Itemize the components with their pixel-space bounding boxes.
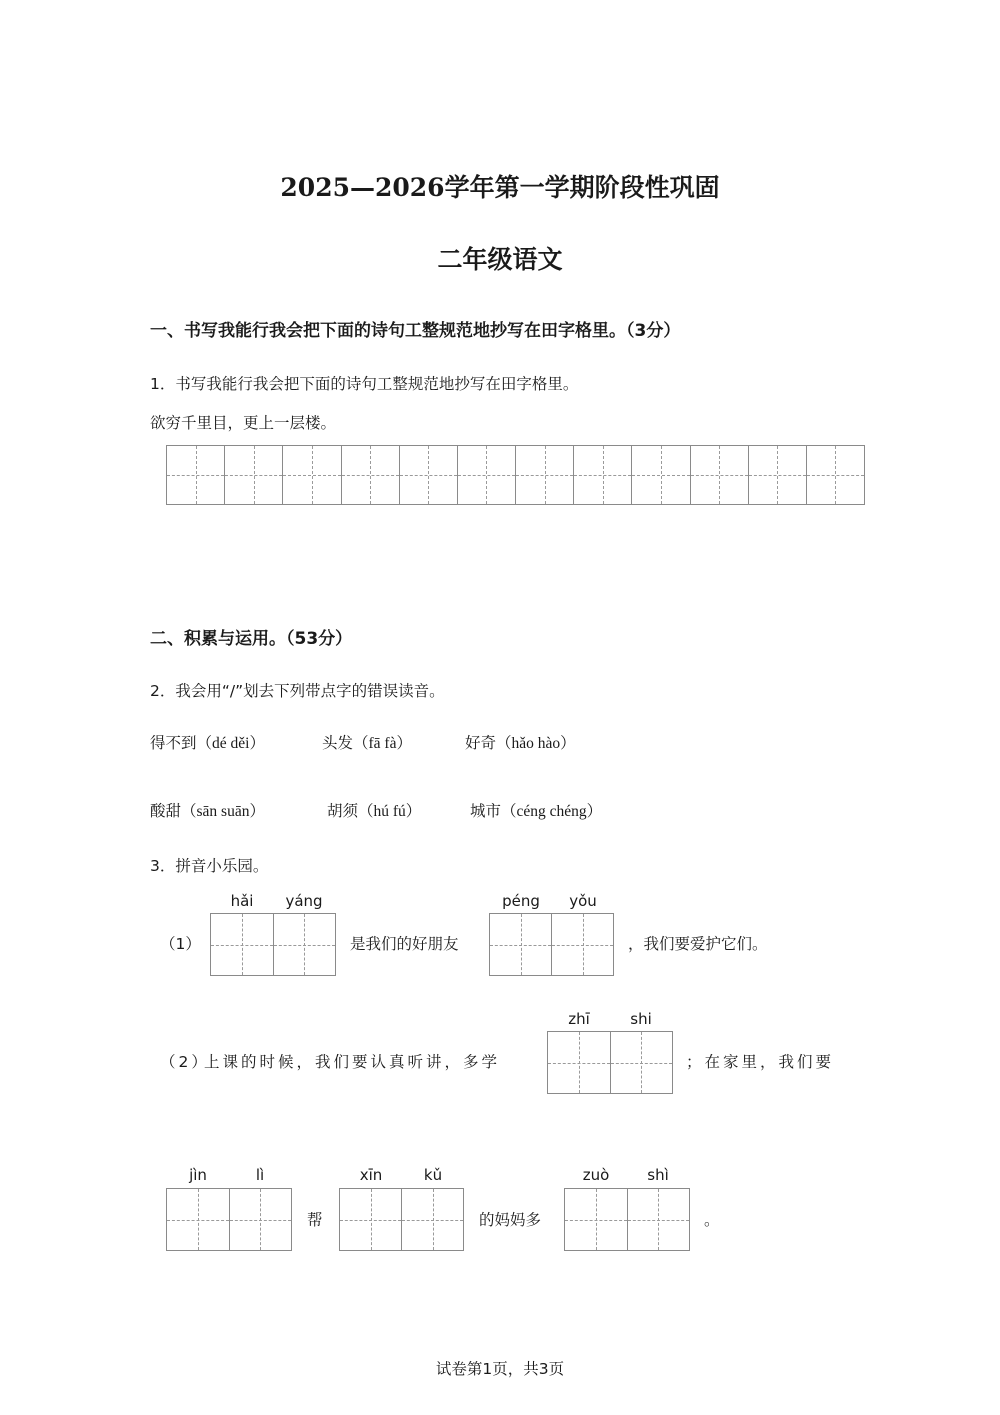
tianzige-cell[interactable] [167,1189,230,1250]
q3-sub2-text-after: ；在家里，我们要 [686,1053,835,1071]
tianzige-cell[interactable] [807,446,864,504]
tianzige-grid-zuoshi[interactable] [564,1188,690,1251]
q2-item [470,799,602,821]
tianzige-grid-zhishi[interactable] [547,1031,673,1094]
q2-word: 城市 [470,802,502,820]
page-number: 试卷第1页，共3页 [435,1360,565,1378]
q2-options[interactable]: （fā fà） [353,735,412,752]
tianzige-cell[interactable] [749,446,807,504]
q3-sub1-text-mid: 是我们的好朋友 [350,935,459,953]
q3-prompt: 3．拼音小乐园。 [150,857,269,875]
tianzige-cell[interactable] [230,1189,292,1250]
pinyin-label: kǔ [423,1166,443,1184]
tianzige-cell[interactable] [628,1189,690,1250]
tianzige-cell[interactable] [516,446,574,504]
tianzige-cell[interactable] [225,446,283,504]
q3-sub1-label: （1） [160,935,201,953]
exam-title: 2025—2026学年第一学期阶段性巩固 [280,173,720,202]
q2-options[interactable]: （céng chéng） [501,803,603,820]
pinyin-label: shi [630,1010,652,1028]
q2-item [150,731,265,753]
q3-sub2-text-c: 的妈妈多 [479,1211,542,1229]
q2-item [322,731,412,753]
pinyin-label: jìn [189,1166,207,1184]
q1-poem: 欲穷千里目，更上一层楼。 [150,414,337,432]
pinyin-label: péng [502,892,540,910]
section2-heading: 二、积累与运用。（53分） [150,629,353,649]
tianzige-cell[interactable] [691,446,749,504]
tianzige-grid-pengyou[interactable] [489,913,614,976]
tianzige-cell[interactable] [611,1032,673,1093]
q2-word: 好奇 [465,734,497,752]
pinyin-label: xīn [359,1166,383,1184]
exam-subtitle: 二年级语文 [437,245,563,274]
tianzige-grid-q1[interactable] [166,445,865,505]
q3-sub2-text-b: 帮 [307,1211,323,1229]
q3-sub2-text-start: 上课的时候，我们要认真听讲，多学 [204,1053,501,1071]
q2-item [327,799,421,821]
q2-word: 酸甜 [150,802,182,820]
q3-sub1-text-end: ，我们要爱护它们。 [628,935,768,953]
q2-word: 头发 [322,734,354,752]
q2-options[interactable]: （dé děi） [196,735,265,752]
pinyin-label: yáng [285,892,323,910]
tianzige-grid-xinku[interactable] [339,1188,464,1251]
pinyin-label: shì [647,1166,669,1184]
pinyin-label: zhī [568,1010,590,1028]
pinyin-label: lì [255,1166,265,1184]
tianzige-cell[interactable] [632,446,690,504]
tianzige-grid-haiyang[interactable] [210,913,336,976]
tianzige-cell[interactable] [402,1189,463,1250]
pinyin-label: yǒu [569,892,597,910]
tianzige-cell[interactable] [340,1189,402,1250]
pinyin-label: hǎi [230,892,254,910]
tianzige-cell[interactable] [342,446,400,504]
tianzige-grid-jinli[interactable] [166,1188,292,1251]
q2-word: 胡须 [327,802,359,820]
q2-options[interactable]: （hǎo hào） [496,735,576,752]
tianzige-cell[interactable] [490,914,552,975]
tianzige-cell[interactable] [552,914,613,975]
tianzige-cell[interactable] [211,914,274,975]
q3-sub2-text-end: 。 [704,1211,720,1229]
tianzige-cell[interactable] [565,1189,628,1250]
q1-prompt: 1．书写我能行我会把下面的诗句工整规范地抄写在田字格里。 [150,375,579,393]
tianzige-cell[interactable] [274,914,336,975]
tianzige-cell[interactable] [283,446,341,504]
q2-item [150,799,265,821]
tianzige-cell[interactable] [574,446,632,504]
tianzige-cell[interactable] [400,446,458,504]
pinyin-label: zuò [582,1166,610,1184]
tianzige-cell[interactable] [548,1032,611,1093]
q2-prompt: 2．我会用“/”划去下列带点字的错误读音。 [150,682,445,700]
section1-heading: 一、书写我能行我会把下面的诗句工整规范地抄写在田字格里。（3分） [150,321,681,341]
q2-item [465,731,576,753]
q2-options[interactable]: （sān suān） [181,803,265,820]
q2-word: 得不到 [150,734,197,752]
tianzige-cell[interactable] [167,446,225,504]
tianzige-cell[interactable] [458,446,516,504]
q2-options[interactable]: （hú fú） [358,803,422,820]
q3-sub2-label: （2） [160,1053,210,1071]
